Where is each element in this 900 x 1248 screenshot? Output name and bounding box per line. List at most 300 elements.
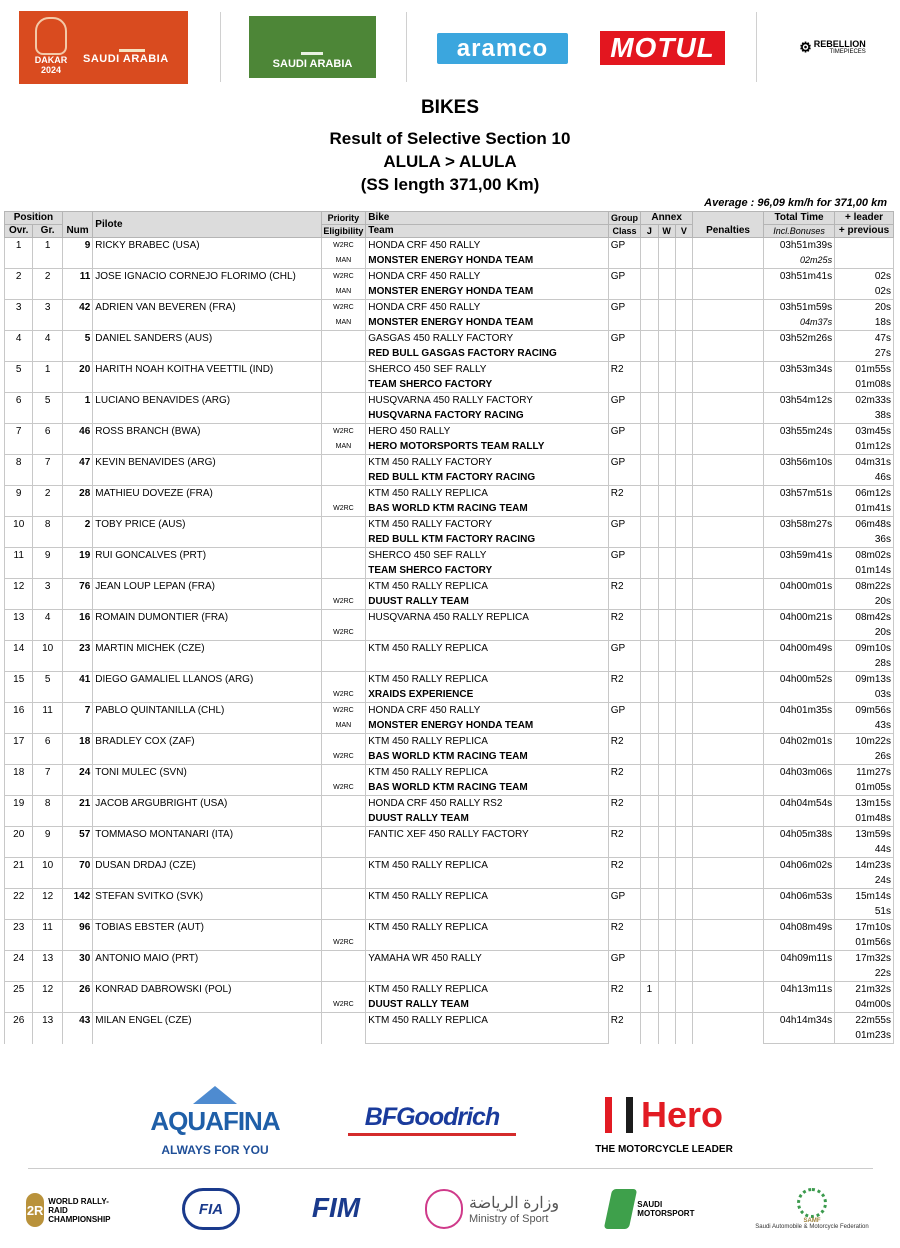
priority-eligibility [321, 858, 366, 889]
average-speed: Average : 96,09 km/h for 371,00 km [704, 197, 887, 209]
bike-model: HERO 450 RALLY [366, 424, 609, 440]
priority-eligibility [321, 889, 366, 920]
bonus-time: 02m25s [764, 253, 835, 269]
penalties [693, 393, 764, 424]
bike-model: KTM 450 RALLY REPLICA [366, 858, 609, 874]
position-overall: 20 [5, 827, 33, 858]
position-group: 11 [33, 920, 62, 951]
annex-j [641, 455, 658, 486]
group-class: GP [608, 703, 640, 734]
annex-v [675, 641, 692, 672]
total-time: 04h13m11s [764, 982, 835, 998]
gap-to-leader: 14m23s [835, 858, 894, 874]
saudi-arabia-logo [249, 16, 376, 78]
annex-w [658, 641, 675, 672]
table-row [5, 424, 894, 440]
penalties [693, 579, 764, 610]
col-priority: Priority [321, 212, 366, 225]
bonus-time [764, 873, 835, 889]
bonus-time [764, 935, 835, 951]
pilote-name: DIEGO GAMALIEL LLANOS (ARG) [93, 672, 321, 703]
annex-j [641, 269, 658, 300]
bike-model: KTM 450 RALLY REPLICA [366, 641, 609, 657]
gap-to-previous: 26s [835, 749, 894, 765]
bike-model: KTM 450 RALLY REPLICA [366, 889, 609, 905]
penalties [693, 548, 764, 579]
gap-to-previous: 01m12s [835, 439, 894, 455]
annex-w [658, 455, 675, 486]
team-name: BAS WORLD KTM RACING TEAM [366, 749, 609, 765]
table-row [5, 393, 894, 409]
gap-to-leader: 02s [835, 269, 894, 285]
bottom-sponsor-area [0, 1060, 900, 1248]
saudi-motorsport-text: SAUDI MOTORSPORT [637, 1200, 695, 1218]
group-class: R2 [608, 362, 640, 393]
pilote-name: TOMMASO MONTANARI (ITA) [93, 827, 321, 858]
team-name: RED BULL KTM FACTORY RACING [366, 470, 609, 486]
total-time: 03h55m24s [764, 424, 835, 440]
priority-eligibility: W2RC MAN [321, 703, 366, 734]
col-eligibility: Eligibility [321, 225, 366, 238]
gap-to-leader: 04m31s [835, 455, 894, 471]
annex-v [675, 331, 692, 362]
gap-to-leader: 08m42s [835, 610, 894, 626]
bike-model: HONDA CRF 450 RALLY [366, 238, 609, 254]
pilote-name: JOSE IGNACIO CORNEJO FLORIMO (CHL) [93, 269, 321, 300]
group-class: R2 [608, 920, 640, 951]
table-row [5, 331, 894, 347]
bonus-time [764, 718, 835, 734]
position-group: 6 [33, 424, 62, 455]
annex-w [658, 579, 675, 610]
team-name [366, 935, 609, 951]
gap-to-leader: 17m10s [835, 920, 894, 936]
palm-swords-icon [119, 19, 145, 52]
annex-w [658, 331, 675, 362]
priority-eligibility: W2RC MAN [321, 238, 366, 269]
bonus-time [764, 470, 835, 486]
bike-number: 1 [62, 393, 92, 424]
bonus-time [764, 842, 835, 858]
bike-number: 47 [62, 455, 92, 486]
annex-v [675, 889, 692, 920]
annex-v [675, 238, 692, 269]
position-group: 4 [33, 610, 62, 641]
pilote-name: TOBIAS EBSTER (AUT) [93, 920, 321, 951]
annex-w [658, 548, 675, 579]
saudi-label: SAUDI ARABIA [272, 58, 353, 70]
penalties [693, 455, 764, 486]
position-overall: 7 [5, 424, 33, 455]
annex-v [675, 424, 692, 455]
bike-number: 11 [62, 269, 92, 300]
penalties [693, 641, 764, 672]
annex-j [641, 672, 658, 703]
gap-to-previous: 20s [835, 625, 894, 641]
ministry-emblem-icon [425, 1189, 463, 1229]
team-name: TEAM SHERCO FACTORY [366, 563, 609, 579]
gap-to-previous: 01m56s [835, 935, 894, 951]
bonus-time [764, 408, 835, 424]
annex-w [658, 951, 675, 982]
gap-to-leader: 01m55s [835, 362, 894, 378]
total-time: 04h04m54s [764, 796, 835, 812]
annex-j [641, 238, 658, 269]
bonus-time [764, 563, 835, 579]
position-overall: 23 [5, 920, 33, 951]
aquafina-logo [150, 1082, 280, 1160]
priority-eligibility: W2RC [321, 672, 366, 703]
penalties [693, 424, 764, 455]
position-group: 8 [33, 517, 62, 548]
bonus-time [764, 904, 835, 920]
penalties [693, 269, 764, 300]
col-incl-bonuses: Incl.Bonuses [764, 225, 835, 238]
dakar-year: 2024 [40, 65, 62, 75]
annex-w [658, 269, 675, 300]
gap-to-previous: 22s [835, 966, 894, 982]
ministry-arabic: وزارة الرياضة [469, 1195, 560, 1212]
hero-mark-icon [605, 1097, 633, 1133]
rebellion-sub: TIMEPIECES [829, 49, 866, 55]
total-time: 03h57m51s [764, 486, 835, 502]
gap-to-leader: 02m33s [835, 393, 894, 409]
penalties [693, 300, 764, 331]
annex-v [675, 300, 692, 331]
gap-to-previous: 01m41s [835, 501, 894, 517]
bonus-time [764, 501, 835, 517]
table-row [5, 455, 894, 471]
col-ovr: Ovr. [5, 225, 33, 238]
gap-to-leader: 13m59s [835, 827, 894, 843]
total-time: 04h00m21s [764, 610, 835, 626]
annex-j [641, 424, 658, 455]
bike-number: 26 [62, 982, 92, 1013]
annex-v [675, 951, 692, 982]
bike-number: 2 [62, 517, 92, 548]
table-row [5, 269, 894, 285]
divider [220, 12, 221, 82]
annex-w [658, 858, 675, 889]
group-class: GP [608, 424, 640, 455]
top-sponsor-bar [0, 0, 900, 95]
total-time: 04h03m06s [764, 765, 835, 781]
ministry-of-sport-logo [425, 1185, 563, 1233]
table-row [5, 548, 894, 564]
tuareg-icon [35, 17, 67, 55]
bfgoodrich-logo: BFGoodrich [348, 1102, 516, 1136]
pilote-name: BRADLEY COX (ZAF) [93, 734, 321, 765]
priority-eligibility [321, 548, 366, 579]
w2rc-badge: 2R [26, 1193, 44, 1227]
group-class: R2 [608, 672, 640, 703]
total-time: 03h51m41s [764, 269, 835, 285]
team-name: RED BULL KTM FACTORY RACING [366, 532, 609, 548]
table-row [5, 827, 894, 843]
position-overall: 5 [5, 362, 33, 393]
gap-to-previous: 03s [835, 687, 894, 703]
gap-to-leader: 03m45s [835, 424, 894, 440]
position-group: 1 [33, 238, 62, 269]
position-group: 13 [33, 1013, 62, 1044]
header-row-1 [5, 212, 894, 225]
total-time: 04h00m01s [764, 579, 835, 595]
team-name: BAS WORLD KTM RACING TEAM [366, 501, 609, 517]
priority-eligibility: W2RC MAN [321, 269, 366, 300]
pilote-name: ROMAIN DUMONTIER (FRA) [93, 610, 321, 641]
gap-to-leader: 06m48s [835, 517, 894, 533]
bonus-time [764, 687, 835, 703]
bike-number: 16 [62, 610, 92, 641]
results-table [4, 211, 894, 1044]
dakar-country: SAUDI ARABIA [83, 53, 169, 65]
team-name [366, 873, 609, 889]
divider [406, 12, 407, 82]
position-group: 6 [33, 734, 62, 765]
penalties [693, 672, 764, 703]
annex-v [675, 548, 692, 579]
gap-to-previous: 01m08s [835, 377, 894, 393]
gap-to-leader: 06m12s [835, 486, 894, 502]
position-overall: 21 [5, 858, 33, 889]
position-overall: 16 [5, 703, 33, 734]
gap-to-previous: 24s [835, 873, 894, 889]
bike-model: KTM 450 RALLY REPLICA [366, 672, 609, 688]
penalties [693, 796, 764, 827]
dakar-saudi-arabia-logo [19, 11, 188, 84]
group-class: R2 [608, 610, 640, 641]
col-bike: Bike [366, 212, 609, 225]
gap-to-previous: 01m14s [835, 563, 894, 579]
annex-v [675, 796, 692, 827]
priority-eligibility: W2RC MAN [321, 424, 366, 455]
bike-number: 9 [62, 238, 92, 269]
saudi-motorsport-logo [608, 1185, 700, 1233]
group-class: GP [608, 331, 640, 362]
bike-number: 23 [62, 641, 92, 672]
bonus-time [764, 377, 835, 393]
position-group: 5 [33, 672, 62, 703]
position-overall: 4 [5, 331, 33, 362]
table-row [5, 703, 894, 719]
team-name: DUUST RALLY TEAM [366, 594, 609, 610]
group-class: R2 [608, 796, 640, 827]
position-overall: 26 [5, 1013, 33, 1044]
annex-j [641, 548, 658, 579]
bonus-time [764, 997, 835, 1013]
annex-w [658, 920, 675, 951]
bonus-time [764, 625, 835, 641]
position-group: 13 [33, 951, 62, 982]
col-annex: Annex [641, 212, 693, 225]
penalties [693, 1013, 764, 1044]
bonus-time [764, 284, 835, 300]
pilote-name: TOBY PRICE (AUS) [93, 517, 321, 548]
group-class: R2 [608, 858, 640, 889]
bike-model: KTM 450 RALLY REPLICA [366, 1013, 609, 1029]
bike-model: KTM 450 RALLY FACTORY [366, 455, 609, 471]
annex-v [675, 393, 692, 424]
annex-j [641, 517, 658, 548]
gap-to-leader: 10m22s [835, 734, 894, 750]
bike-model: KTM 450 RALLY REPLICA [366, 920, 609, 936]
annex-w [658, 610, 675, 641]
col-group: Group [608, 212, 640, 225]
pilote-name: ADRIEN VAN BEVEREN (FRA) [93, 300, 321, 331]
priority-eligibility [321, 362, 366, 393]
penalties [693, 827, 764, 858]
hero-tagline: THE MOTORCYCLE LEADER [595, 1143, 733, 1155]
gap-to-leader: 47s [835, 331, 894, 347]
hero-logo [588, 1088, 740, 1160]
penalties [693, 486, 764, 517]
penalties [693, 703, 764, 734]
priority-eligibility [321, 455, 366, 486]
annex-j [641, 734, 658, 765]
annex-j [641, 796, 658, 827]
annex-v [675, 1013, 692, 1044]
priority-eligibility: W2RC MAN [321, 300, 366, 331]
team-name: RED BULL GASGAS FACTORY RACING [366, 346, 609, 362]
position-group: 9 [33, 827, 62, 858]
total-time: 04h01m35s [764, 703, 835, 719]
group-class: GP [608, 269, 640, 300]
annex-j [641, 858, 658, 889]
position-overall: 10 [5, 517, 33, 548]
bike-model: GASGAS 450 RALLY FACTORY [366, 331, 609, 347]
annex-v [675, 672, 692, 703]
annex-w [658, 796, 675, 827]
priority-eligibility [321, 827, 366, 858]
gap-to-leader: 09m56s [835, 703, 894, 719]
bike-number: 46 [62, 424, 92, 455]
table-row [5, 982, 894, 998]
priority-eligibility [321, 1013, 366, 1044]
total-time: 04h06m53s [764, 889, 835, 905]
penalties [693, 858, 764, 889]
annex-w [658, 672, 675, 703]
annex-j [641, 300, 658, 331]
annex-j [641, 765, 658, 796]
aquafina-name: AQUAFINA [150, 1105, 280, 1136]
position-overall: 8 [5, 455, 33, 486]
table-row [5, 517, 894, 533]
group-class: GP [608, 300, 640, 331]
pilote-name: MATHIEU DOVEZE (FRA) [93, 486, 321, 517]
saudi-motorsport-icon [604, 1189, 638, 1229]
table-row [5, 641, 894, 657]
samf-abbrev: SAMF [803, 1218, 821, 1224]
position-group: 2 [33, 486, 62, 517]
group-class: GP [608, 641, 640, 672]
group-class: R2 [608, 765, 640, 796]
bike-model: KTM 450 RALLY REPLICA [366, 734, 609, 750]
pilote-name: DANIEL SANDERS (AUS) [93, 331, 321, 362]
hero-name: Hero [640, 1093, 724, 1135]
priority-eligibility: W2RC [321, 734, 366, 765]
annex-w [658, 300, 675, 331]
bike-model: HONDA CRF 450 RALLY RS2 [366, 796, 609, 812]
table-row [5, 920, 894, 936]
bike-number: 57 [62, 827, 92, 858]
position-overall: 19 [5, 796, 33, 827]
bike-model: SHERCO 450 SEF RALLY [366, 548, 609, 564]
total-time: 03h51m59s [764, 300, 835, 316]
total-time: 03h59m41s [764, 548, 835, 564]
annex-w [658, 827, 675, 858]
dakar-mark [27, 17, 75, 79]
team-name [366, 1028, 609, 1044]
bike-number: 21 [62, 796, 92, 827]
gap-to-previous: 38s [835, 408, 894, 424]
team-name: MONSTER ENERGY HONDA TEAM [366, 284, 609, 300]
annex-v [675, 920, 692, 951]
bonus-time [764, 656, 835, 672]
team-name [366, 656, 609, 672]
position-group: 11 [33, 703, 62, 734]
bike-model: FANTIC XEF 450 RALLY FACTORY [366, 827, 609, 843]
penalties [693, 982, 764, 1013]
bonus-time [764, 749, 835, 765]
pilote-name: KONRAD DABROWSKI (POL) [93, 982, 321, 1013]
col-gr: Gr. [33, 225, 62, 238]
w2rc-logo [26, 1188, 126, 1232]
position-overall: 6 [5, 393, 33, 424]
bike-number: 19 [62, 548, 92, 579]
bike-model: KTM 450 RALLY REPLICA [366, 579, 609, 595]
col-team: Team [366, 225, 609, 238]
bike-number: 5 [62, 331, 92, 362]
pilote-name: ROSS BRANCH (BWA) [93, 424, 321, 455]
rebellion-icon: ⚙ [799, 38, 812, 55]
table-row [5, 858, 894, 874]
gap-to-previous: 51s [835, 904, 894, 920]
result-title: Result of Selective Section 10 [329, 129, 571, 148]
pilote-name: DUSAN DRDAJ (CZE) [93, 858, 321, 889]
pilote-name: MARTIN MICHEK (CZE) [93, 641, 321, 672]
gap-to-leader: 20s [835, 300, 894, 316]
col-pilote: Pilote [93, 212, 321, 238]
annex-v [675, 486, 692, 517]
total-time: 04h05m38s [764, 827, 835, 843]
group-class: GP [608, 455, 640, 486]
annex-w [658, 486, 675, 517]
col-annex-w: W [658, 225, 675, 238]
category-title: BIKES [420, 97, 480, 118]
gap-to-previous: 27s [835, 346, 894, 362]
annex-v [675, 517, 692, 548]
position-group: 8 [33, 796, 62, 827]
motul-logo: MOTUL [600, 31, 725, 65]
palm-swords-icon [301, 24, 323, 55]
group-class: GP [608, 548, 640, 579]
priority-eligibility: W2RC [321, 486, 366, 517]
position-overall: 1 [5, 238, 33, 269]
table-row [5, 889, 894, 905]
annex-v [675, 734, 692, 765]
annex-j [641, 920, 658, 951]
annex-j [641, 951, 658, 982]
annex-j [641, 641, 658, 672]
samf-name: Saudi Automobile & Motorcycle Federation [755, 1224, 869, 1230]
annex-j [641, 889, 658, 920]
penalties [693, 362, 764, 393]
stage-length: (SS length 371,00 Km) [360, 175, 540, 194]
total-time: 04h09m11s [764, 951, 835, 967]
total-time: 04h06m02s [764, 858, 835, 874]
team-name: HERO MOTORSPORTS TEAM RALLY [366, 439, 609, 455]
bonus-time [764, 532, 835, 548]
